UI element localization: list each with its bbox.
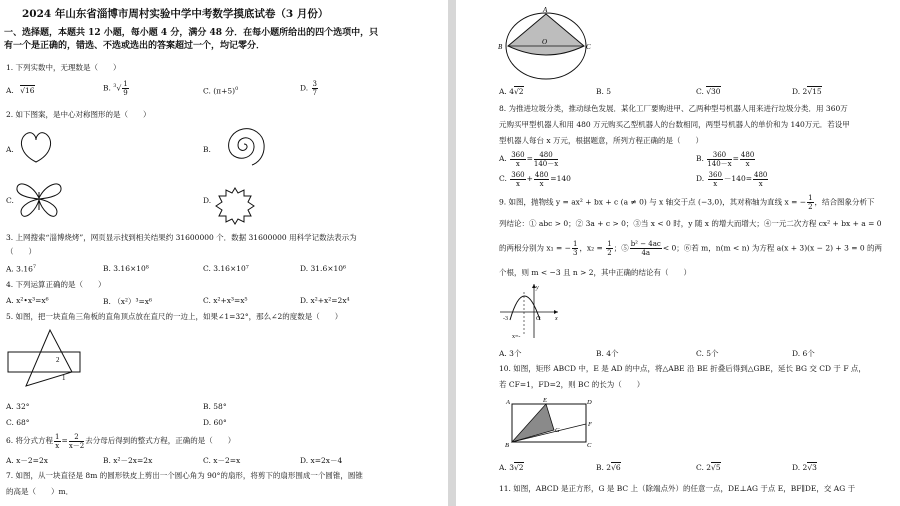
q10-c-letter: C. [696, 463, 704, 472]
q8-a-num1: 360 [511, 150, 525, 159]
q8-d-den1: x [713, 179, 718, 188]
q8-c-num1: 360 [511, 170, 525, 179]
q7-label-a: A [543, 6, 548, 14]
q10-label-d: D [587, 399, 592, 406]
q2-flower-figure [214, 186, 256, 224]
q9-line1-a: 9. 如图，抛物线 y = ax² + bx + c (a ≠ 0) 与 x 轴交于点 (−3,0)，其对称轴为直线 x = − [499, 197, 807, 207]
q6-option-a[interactable]: A. x－2=2x [6, 456, 48, 465]
q7-option-d[interactable]: D. 2√15 [792, 87, 822, 96]
q8-line3: 型机器人每台 x 万元，根据题意，所列方程正确的是（ ） [499, 136, 703, 145]
q10-a-radicand: 2 [518, 463, 524, 472]
q6-frac2-num: 2 [69, 433, 84, 442]
q2-option-d[interactable]: D. [203, 196, 212, 205]
q7-a-radicand: 2 [518, 87, 524, 96]
q9-line3-num3: b² − 4ac [630, 240, 661, 248]
q9-line3-den1: 3 [572, 249, 578, 257]
q3-line2: （ ） [6, 247, 36, 256]
q6-stem [6, 432, 235, 450]
page-right [456, 0, 900, 506]
q8-a-num2: 480 [534, 151, 558, 160]
q10-c-coef: 2 [706, 463, 712, 472]
q4-option-d[interactable]: D. x²+x²=2x⁴ [300, 296, 350, 305]
q9-graph-minus3: -3 [503, 316, 508, 322]
q1-d-letter: D. [300, 83, 309, 93]
q1-b-den: 9 [123, 89, 128, 97]
q7-line2: 的高是（ ）m． [6, 487, 74, 496]
q8-b-eq: = [732, 154, 739, 163]
q10-d-letter: D. [792, 463, 801, 472]
q3-a-exp: 7 [32, 264, 37, 270]
q8-c-den1: x [515, 179, 520, 188]
q6-frac1-num: 1 [55, 432, 60, 441]
q9-line1 [499, 194, 875, 211]
q10-c-radicand: 5 [715, 463, 721, 472]
q7-d-letter: D. [792, 87, 801, 96]
q8-c-plus: + [526, 174, 533, 183]
q9-line3-a: 的两根分别为 x₁ = − [499, 243, 571, 253]
q6-equals: = [61, 436, 68, 445]
q8-d-eq140: －140= [723, 174, 753, 183]
q1-d-den: 7 [312, 89, 317, 97]
q7-option-b[interactable]: B. 5 [596, 87, 612, 96]
page-gap [448, 0, 456, 506]
q7-a-letter: A. [499, 87, 507, 96]
q6-frac2-den: x－2 [68, 441, 85, 450]
q1-a-radicand: 16 [24, 86, 35, 95]
q8-c-letter: C. [499, 174, 507, 183]
q9-line1-den: 2 [808, 203, 813, 211]
q8-c-num2: 480 [534, 170, 549, 179]
q5-ruler-triangle-figure [6, 328, 86, 390]
q8-c-eq140: =140 [550, 174, 571, 183]
q8-a-den1: x [515, 159, 520, 168]
q6-option-c[interactable]: C. x－2=x [203, 456, 241, 465]
q9-line4: 个根，则 m < −3 且 n > 2，其中正确的结论有（ ） [499, 268, 692, 277]
q10-b-radicand: 6 [615, 463, 621, 472]
q9-option-a[interactable]: A. 3个 [499, 349, 522, 358]
q5-label-1: 1 [62, 374, 66, 382]
q9-line3-den2: 2 [607, 249, 612, 257]
q9-option-b[interactable]: B. 4个 [596, 349, 619, 358]
q9-line2: 列结论：① abc > 0；② 3a + c > 0；③当 x < 0 时，y 随 x 的增大而增大；④一元二次方程 cx² + bx + a = 0 [499, 219, 882, 228]
q7-label-b: B [498, 43, 503, 51]
q2-butterfly-figure [14, 178, 64, 220]
q8-option-c[interactable] [499, 170, 571, 188]
q7-d-radicand: 15 [812, 87, 822, 96]
q8-b-letter: B. [696, 154, 704, 163]
q1-c-letter: C. [203, 86, 211, 96]
q10-label-f: F [588, 421, 592, 428]
q3-option-d[interactable]: D. 31.6×10⁶ [300, 264, 347, 273]
q1-option-d[interactable] [300, 80, 319, 97]
q10-a-letter: A. [499, 463, 507, 472]
q5-stem: 5. 如图，把一块直角三角板的直角顶点放在直尺的一边上，如果∠1=32°，那么∠2的度数是（ ） [6, 312, 343, 321]
q1-stem: 1. 下列实数中，无理数是（ ） [6, 63, 121, 72]
q9-line3-d: < 0；⑥若 m，n(m < n) 为方程 a(x + 3)(x − 2) + 3 = 0 的两 [662, 243, 883, 253]
q9-line3-b: ，x₂ = [579, 243, 606, 253]
q10-option-a[interactable]: A. 3√2 [499, 463, 524, 472]
page-left [0, 0, 448, 506]
q10-rectangle-fold-figure [505, 396, 596, 449]
q6-stem-pre: 6. 将分式方程 [6, 436, 54, 445]
q1-d-num: 3 [312, 80, 317, 88]
q8-b-den2: x [745, 159, 750, 168]
q2-option-c[interactable]: C. [6, 196, 14, 205]
q8-a-eq: = [526, 154, 533, 163]
q8-option-b[interactable] [696, 150, 756, 168]
q7-circle-sector-figure [498, 6, 594, 78]
q8-option-d[interactable] [696, 170, 769, 188]
q9-line3 [499, 240, 882, 257]
q3-option-a[interactable] [6, 264, 36, 274]
q7-label-o: O [542, 38, 548, 46]
q9-line1-num: 1 [808, 194, 813, 202]
q10-a-coef: 3 [509, 463, 514, 472]
q9-graph-xeq: x=- [512, 334, 521, 340]
q9-graph-y: y [536, 285, 539, 291]
q8-a-den2: 140－x [533, 159, 559, 168]
q7-c-radicand: 30 [711, 87, 721, 96]
q4-stem: 4. 下列运算正确的是（ ） [6, 280, 106, 289]
q10-label-a: A [506, 399, 510, 406]
q9-line3-num2: 1 [607, 240, 612, 248]
q7-label-c: C [586, 43, 591, 51]
q10-d-radicand: 3 [812, 463, 817, 472]
q8-option-a[interactable] [499, 150, 559, 168]
q5-option-b[interactable]: B. 58° [203, 402, 227, 411]
q8-b-den1: 140－x [707, 159, 732, 168]
q10-option-d[interactable]: D. 2√3 [792, 463, 817, 472]
section1-line2: 有一个是正确的，错选、不选或选出的答案超过一个，均记零分． [4, 41, 266, 51]
q2-spiral-figure [220, 122, 268, 168]
q4-option-a[interactable]: A. x²•x³=x⁶ [6, 296, 49, 305]
q7-option-a[interactable]: A. 4√2 [499, 87, 524, 96]
q2-option-a[interactable]: A. [6, 145, 14, 154]
q9-option-d[interactable]: D. 6个 [792, 349, 815, 358]
q2-option-b[interactable]: B. [203, 145, 211, 154]
q6-option-d[interactable]: D. x=2x－4 [300, 456, 343, 465]
q7-option-c[interactable]: C. √30 [696, 87, 721, 96]
exam-title: 2024 年山东省淄博市周村实验中学中考数学摸底试卷（3 月份） [22, 8, 329, 20]
q10-label-b: B [505, 442, 509, 449]
q10-option-b[interactable]: B. 2√6 [596, 463, 621, 472]
q7-d-coef: 2 [802, 87, 808, 96]
q1-c-exp: 0 [235, 86, 239, 92]
q3-option-c[interactable]: C. 3.16×10⁷ [203, 264, 249, 273]
q4-option-b[interactable]: B. （x²）³=x⁶ [103, 297, 153, 306]
q8-c-den2: x [539, 179, 544, 188]
q8-line2: 元购买甲型机器人和用 480 万元购买乙型机器人的台数相同，两型号机器人的单价和为 140万元．若设甲 [499, 120, 850, 129]
q10-label-e: E [543, 397, 547, 404]
q10-label-g: G [555, 427, 560, 434]
q9-graph-x: x [555, 316, 558, 322]
q11-line1: 11. 如图，ABCD 是正方形，G 是 BC 上（除端点外）的任意一点，DE⊥AG 于点 E，BF∥DE，交 AG 于 [499, 484, 856, 493]
q1-a-letter: A. [6, 86, 14, 95]
q9-option-c[interactable]: C. 5个 [696, 349, 719, 358]
q4-option-c[interactable]: C. x²+x³=x⁵ [203, 296, 248, 305]
section1-line1: 一、选择题，本题共 12 小题，每小题 4 分，满分 48 分．在每小题所给出的四个选项中，只 [4, 28, 379, 38]
q8-b-num2: 480 [740, 150, 755, 159]
q9-parabola-graph [500, 282, 562, 340]
q1-b-num: 1 [123, 80, 128, 88]
q8-a-letter: A. [499, 154, 507, 163]
q6-frac1-den: x [55, 441, 60, 450]
q7-c-letter: C. [696, 87, 704, 96]
q9-graph-o: O [536, 316, 541, 322]
q10-b-letter: B. [596, 463, 604, 472]
q3-line1: 3. 上网搜索“淄博烧烤”，网页显示找到相关结果约 31600000 个．数据 31600000 用科学记数法表示为 [6, 233, 357, 242]
q9-line3-den3: 4a [641, 249, 651, 257]
q1-option-c[interactable] [203, 86, 238, 96]
q6-option-b[interactable]: B. x²－2x=2x [103, 456, 153, 465]
q1-c-expr: (π+5) [213, 86, 236, 96]
q8-d-num1: 360 [708, 170, 722, 179]
q3-a-text: A. 3.16 [6, 264, 33, 274]
q5-option-a[interactable]: A. 32° [6, 402, 30, 411]
q10-option-c[interactable]: C. 2√5 [696, 463, 721, 472]
q8-line1: 8. 为推进垃圾分类，推动绿色发展．某化工厂要购进甲、乙两种型号机器人用来进行垃圾分类．用 360万 [499, 104, 848, 113]
q1-b-index: 3 [113, 83, 117, 89]
q1-option-a[interactable]: A. √16 [6, 86, 35, 95]
q1-option-b[interactable]: B. $^3$√ $\frac{1}{9}$ [103, 80, 128, 97]
q8-b-num1: 360 [707, 151, 731, 160]
q2-heart-figure [16, 126, 56, 166]
q7-a-coef: 4 [509, 87, 514, 96]
q8-d-letter: D. [696, 174, 705, 183]
q9-line3-c: ；⑤ [613, 243, 629, 253]
q6-stem-post: 去分母后得到的整式方程，正确的是（ ） [85, 436, 236, 445]
q10-d-coef: 2 [802, 463, 808, 472]
q9-line1-b: ，结合图象分析下 [814, 197, 875, 207]
q5-label-2: 2 [56, 356, 60, 364]
q10-line2: 若 CF=1，FD=2，则 BC 的长为（ ） [499, 380, 645, 389]
q10-b-coef: 2 [606, 463, 612, 472]
q10-label-c: C [587, 442, 592, 449]
q2-stem: 2. 如下图案，是中心对称图形的是（ ） [6, 110, 151, 119]
q5-option-d[interactable]: D. 60° [203, 418, 227, 427]
q7-line1: 7. 如图，从一块直径是 8m 的圆形铁皮上剪出一个圆心角为 90°的扇形，将剪下的扇形围成一个圆锥，圆锥 [6, 471, 363, 480]
q8-d-den2: x [758, 179, 763, 188]
q10-line1: 10. 如图，矩形 ABCD 中，E 是 AD 的中点，将△ABE 沿 BE 折叠后得到△GBE，延长 BG 交 CD 于 F 点， [499, 364, 866, 373]
q9-line3-num1: 1 [572, 240, 578, 248]
q3-option-b[interactable]: B. 3.16×10⁸ [103, 264, 149, 273]
q1-b-letter: B. [103, 83, 111, 93]
q5-option-c[interactable]: C. 68° [6, 418, 30, 427]
q8-d-num2: 480 [754, 170, 768, 179]
